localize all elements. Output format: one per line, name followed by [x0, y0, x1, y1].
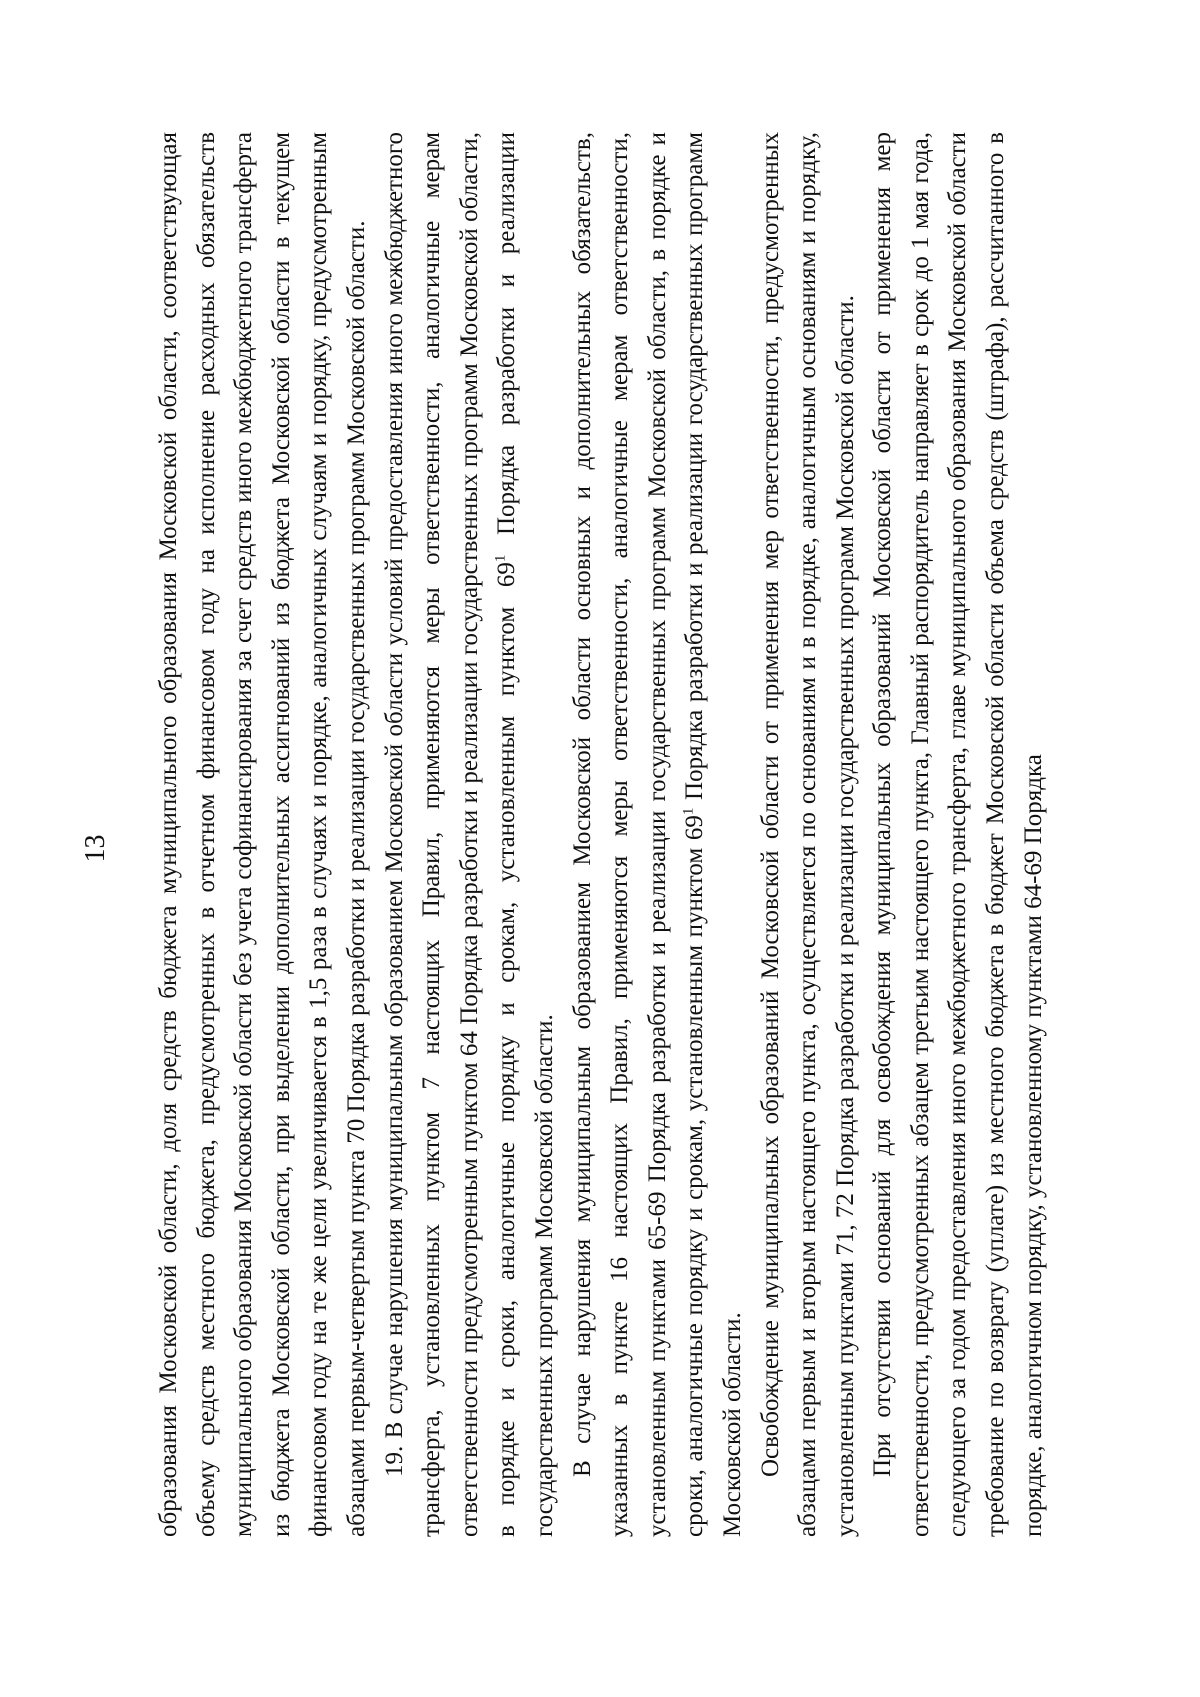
paragraph	[752, 132, 865, 1537]
text-segment: Освобождение муниципальных образований Московской области от применения мер ответственности, предусмотренных абзацами первым и вторым настоящего пункта, осуществляется по основаниям и в порядке, аналогичным основаниям и порядку, установленным пунктами 71, 72 Порядка разработки и реализации государственных программ Московской области.	[756, 132, 859, 1537]
text-segment: При отсутствии оснований для освобождения муниципальных образований Московской области от применения мер ответственности, предусмотренных абзацем третьим настоящего пункта, Главный распорядитель направляет в срок до 1 мая года, следующего за годом предоставления иного межбюджетного трансферта, главе муниципального образования Московской области требование по возврату (уплате) из местного бюджета в бюджет Московской области объема средств (штрафа), рассчитанного в порядке, аналогичном порядку, установленному пунктами 64-69 Порядка	[869, 132, 1047, 1537]
text-segment: Порядка разработки и реализации государственных программ Московской области.	[493, 132, 558, 1537]
superscript: 1	[493, 554, 510, 563]
text-segment: В случае нарушения муниципальным образованием Московской области основных и дополнительных обязательств, указанных в пункте 16 настоящих Правил, применяются меры ответственности, аналогичные мерам ответственности, установленным пунктами 65-69 Порядка разработки и реализации государственных программ Московской области, в порядке и сроки, аналогичные порядку и срокам, установленным пунктом 69	[568, 132, 709, 1537]
superscript: 1	[680, 807, 697, 816]
text-segment: образования Московской области, доля средств бюджета муниципального образования Московской области, соответствующая объему средств местного бюджета, предусмотренных в отчетном финансовом году на исполнение расходных обязательств муниципального образования Московской области без учета софинансирования за счет средств иного межбюджетного трансферта из бюджета Московской области, при выделении дополнительных ассигнований из бюджета Московской области в текущем финансовом году на те же цели увеличивается в 1,5 раза в случаях и порядке, аналогичных случаям и порядку, предусмотренным абзацами первым-четвертым пункта 70 Порядка разработки и реализации государственных программ Московской области.	[155, 132, 370, 1537]
text-segment: 19. В случае нарушения муниципальным образованием Московской области условий предоставления иного межбюджетного трансферта, установленных пунктом 7 настоящих Правил, применяются меры ответственности, аналогичные мерам ответственности предусмотренным пунктом 64 Порядка разработки и реализации государственных программ Московской области, в порядке и сроки, аналогичные порядку и срокам, установленным пунктом 69	[380, 132, 521, 1537]
paragraph	[150, 132, 376, 1537]
text-segment: Порядка разработки и реализации государственных программ Московской области.	[681, 132, 746, 1537]
page-number: 13	[80, 834, 111, 863]
document-body	[150, 132, 1160, 1537]
paragraph	[564, 132, 752, 1537]
paragraph	[376, 132, 564, 1537]
paragraph	[864, 132, 1052, 1537]
